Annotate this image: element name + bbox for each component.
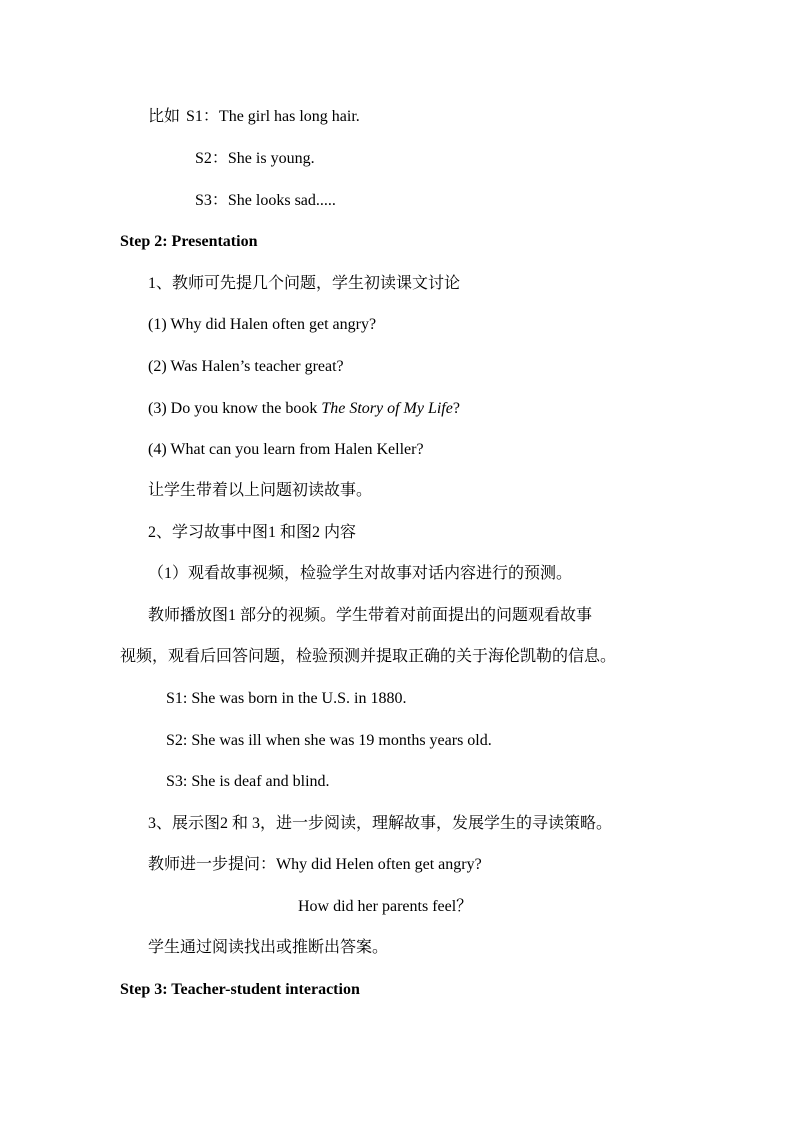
- teacher-ask-lead: 教师进一步提问：Why did Helen often get angry?: [148, 856, 482, 873]
- item3-intro: 3、展示图2 和 3，进一步阅读，理解故事，发展学生的寻读策略。: [148, 815, 613, 832]
- example-s1-line: [148, 107, 360, 127]
- book-title: The Story of My Life: [321, 400, 453, 417]
- question-3-prefix: (3) Do you know the book: [148, 400, 322, 417]
- answer-2: S2: She was ill when she was 19 months years old.: [166, 732, 492, 749]
- step3-heading: Step 3: Teacher-student interaction: [120, 981, 360, 998]
- question-2: (2) Was Halen’s teacher great?: [148, 358, 344, 375]
- example-s2: S2：She is young.: [195, 150, 315, 167]
- answer-1: S1: She was born in the U.S. in 1880.: [166, 690, 407, 707]
- read-with-questions: 让学生带着以上问题初读故事。: [148, 482, 373, 499]
- item2-intro: 2、学习故事中图1 和图2 内容: [148, 524, 357, 541]
- question-4: (4) What can you learn from Halen Keller?: [148, 441, 424, 458]
- item1-intro: 1、教师可先提几个问题，学生初读课文讨论: [148, 275, 461, 292]
- students-find: 学生通过阅读找出或推断出答案。: [148, 939, 389, 956]
- item2-paragraph-line1: 教师播放图1 部分的视频。学生带着对前面提出的问题观看故事: [148, 607, 593, 624]
- question-1: (1) Why did Halen often get angry?: [148, 316, 377, 333]
- teacher-ask-follow: How did her parents feel？: [298, 898, 473, 915]
- question-3: [148, 399, 460, 419]
- item2-sub1: （1）观看故事视频，检验学生对故事对话内容进行的预测。: [148, 565, 573, 582]
- example-s3: S3：She looks sad.....: [195, 192, 336, 209]
- step2-heading: Step 2: Presentation: [120, 233, 258, 250]
- question-3-suffix: ?: [452, 400, 460, 417]
- example-s1: S1：The girl has long hair.: [186, 108, 360, 125]
- example-lead: 比如: [148, 108, 181, 125]
- item2-paragraph-line2: 视频，观看后回答问题，检验预测并提取正确的关于海伦凯勒的信息。: [120, 648, 617, 665]
- answer-3: S3: She is deaf and blind.: [166, 773, 330, 790]
